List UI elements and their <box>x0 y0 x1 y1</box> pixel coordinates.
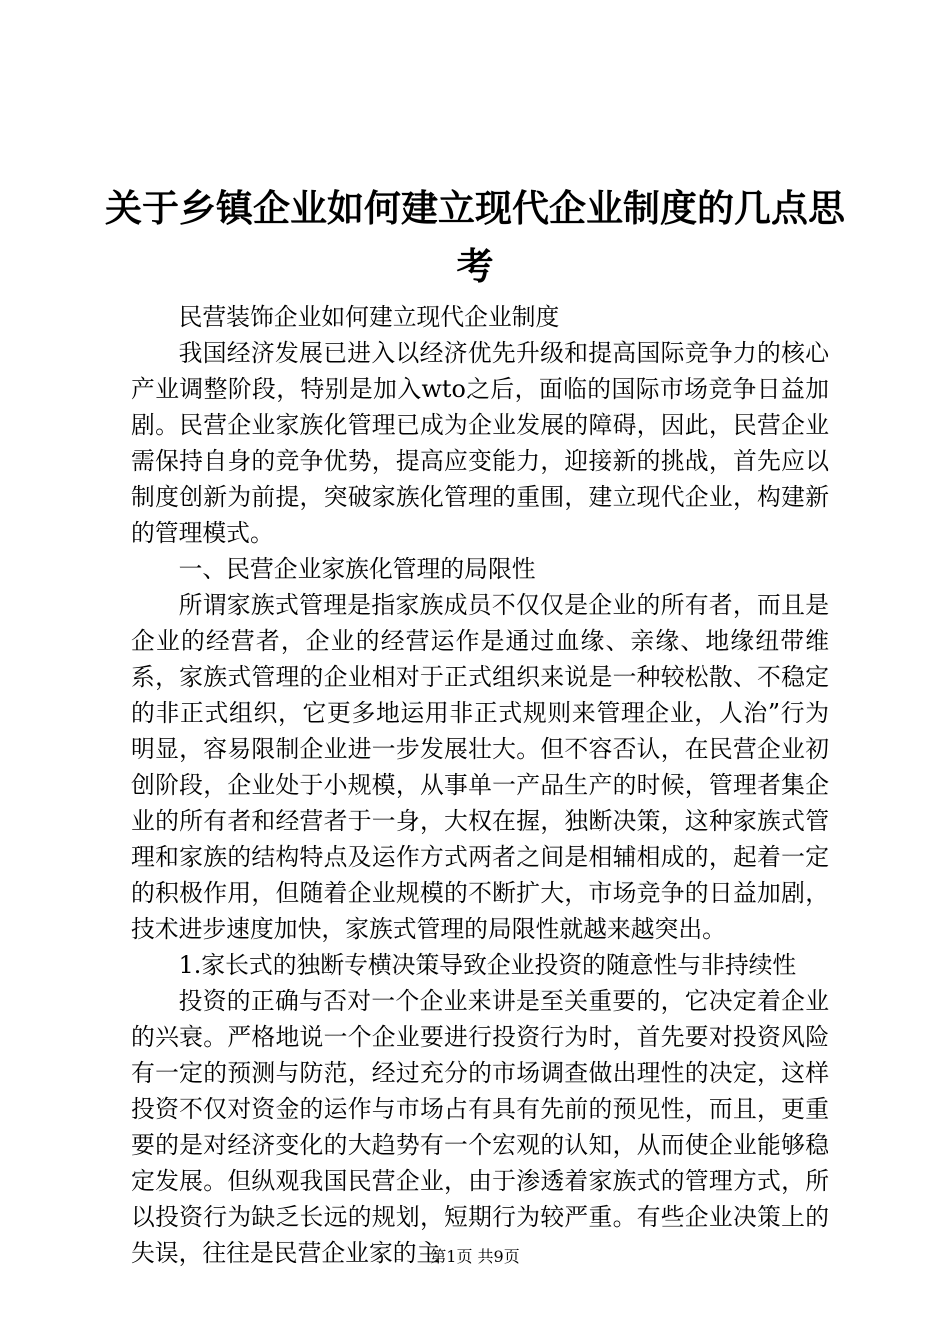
section-heading: 一、民营企业家族化管理的局限性 <box>178 555 536 583</box>
paragraph: 我国经济发展已进入以经济优先升级和提高国际竞争力的核心产业调整阶段，特别是加入wto之后，面临的国际市场竞争日益加剧。民营企业家族化管理已成为企业发展的障碍，因此，民营企业需保持自身的竞争优势，提高应变能力，迎接新的挑战，首先应以制度创新为前提，突破家族化管理的重围，建立现代企业，构建新的管理模式。 <box>131 339 829 547</box>
subsection-heading: 1.家长式的独断专横决策导致企业投资的随意性与非持续性 <box>178 951 797 979</box>
paragraph: 投资的正确与否对一个企业来讲是至关重要的，它决定着企业的兴衰。严格地说一个企业要进行投资行为时，首先要对投资风险有一定的预测与防范，经过充分的市场调查做出理性的决定，这样投资不仅对资金的运作与市场占有具有先前的预见性，而且，更重要的是对经济变化的大趋势有一个宏观的认知，从而使企业能够稳定发展。但纵观我国民营企业，由于渗透着家族式的管理方式，所以投资行为缺乏长远的规划，短期行为较严重。有些企业决策上的失误，往往是民营企业家的主 <box>131 987 829 1267</box>
page-footer: 第1页 共9页 <box>430 1247 520 1266</box>
paragraph: 所谓家族式管理是指家族成员不仅仅是企业的所有者，而且是企业的经营者，企业的经营运作是通过血缘、亲缘、地缘纽带维系，家族式管理的企业相对于正式组织来说是一种较松散、不稳定的非正式组织，它更多地运用非正式规则来管理企业，人治”行为明显，容易限制企业进一步发展壮大。但不容否认，在民营企业初创阶段，企业处于小规模，从事单一产品生产的时候，管理者集企业的所有者和经营者于一身，大权在握，独断决策，这种家族式管理和家族的结构特点及运作方式两者之间是相辅相成的，起着一定的积极作用，但随着企业规模的不断扩大，市场竞争的日益加剧，技术进步速度加快，家族式管理的局限性就越来越突出。 <box>131 591 829 943</box>
paragraph-subtitle: 民营装饰企业如何建立现代企业制度 <box>178 303 560 331</box>
document-title: 关于乡镇企业如何建立现代企业制度的几点思考 <box>105 187 845 288</box>
document-body <box>131 299 829 1271</box>
